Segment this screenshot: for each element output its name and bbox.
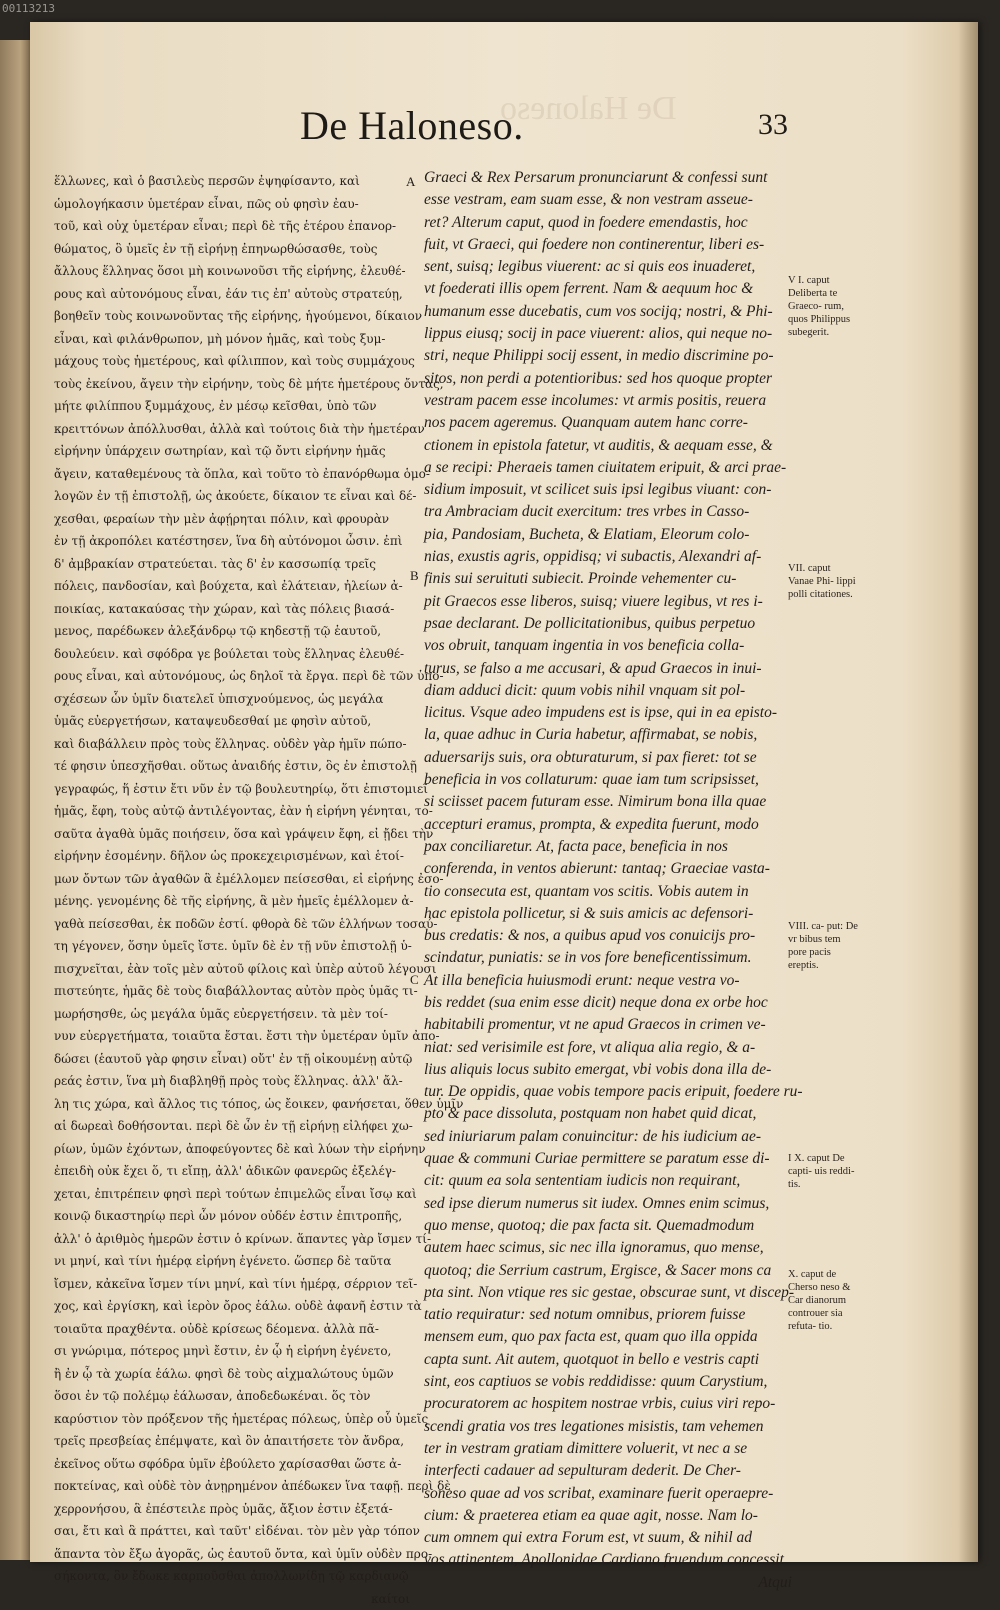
latin-text-line: capta sunt. Ait autem, quotquot in bello e vestris capti bbox=[424, 1349, 792, 1371]
greek-text-line: ποικίας, κατακαύσας τὴν χώραν, καὶ τὰς πόλεις βιασά- bbox=[54, 598, 410, 621]
greek-text-line: μενος, παρέδωκεν ἀλεξάνδρῳ τῷ κηδεστῇ τῷ ἑαυτοῦ, bbox=[54, 620, 410, 643]
running-head: De Halonesο. bbox=[300, 102, 524, 149]
latin-text-line: scindatur, puniatis: se in vos fore beneficentissimum. bbox=[424, 947, 792, 969]
latin-text-line: At illa beneficia huiusmodi erunt: neque vestra vo- bbox=[424, 970, 792, 992]
latin-text-line: cium: & praeterea etiam ea quae agit, nosse. Nam lo- bbox=[424, 1505, 792, 1527]
latin-text-line: vos obruit, tanquam ingentia in vos beneficia colla- bbox=[424, 635, 792, 657]
latin-text-line: mensem eum, quo pax facta est, quam quo illa oppida bbox=[424, 1326, 792, 1348]
latin-text-line: scendi gratia vos tres legationes misistis, tam vehemen bbox=[424, 1416, 792, 1438]
latin-text-line: bis reddet (sua enim esse dicit) neque dona ex orbe hoc bbox=[424, 992, 792, 1014]
greek-text-line: χος, καὶ ἐργίσκη, καὶ ἱερὸν ὄρος ἑάλω. οὐδὲ ἀφανῆ ἐστιν τὰ bbox=[54, 1295, 410, 1318]
latin-text-line: vestram pacem esse incolumes: vt armis positis, reuera bbox=[424, 390, 792, 412]
latin-text-line: accepturi eramus, prompta, & expedita fuerunt, modo bbox=[424, 814, 792, 836]
section-mark-b: B bbox=[410, 568, 419, 584]
greek-text-line: αἱ δωρεαὶ δοθήσονται. περὶ δὲ ὧν ἐν τῇ εἰρήνῃ εἰλήφει χω- bbox=[54, 1115, 410, 1138]
latin-column bbox=[424, 167, 792, 1594]
latin-text-line: nias, exustis agris, oppidisq; vi subactis, Alexandri af- bbox=[424, 546, 792, 568]
greek-text-line: δουλεύειν. καὶ σφόδρα γε βούλεται τοὺς ἕλληνας ἐλευθέ- bbox=[54, 643, 410, 666]
greek-text-line: νυν εὐεργετήματα, τοιαῦτα ἔσται. ἔστι τὴν ὑμετέραν ὑμῖν ἀπο- bbox=[54, 1025, 410, 1048]
latin-text-line: vt foederati illis opem ferrent. Nam & aequum hoc & bbox=[424, 278, 792, 300]
greek-text-line: ἡμᾶς, ἔφη, τοὺς αὐτῷ ἀντιλέγοντας, ἐὰν ἡ εἰρήνη γένηται, το- bbox=[54, 800, 410, 823]
latin-text-line: habitabili promentur, vt ne apud Graecos in crimen ve- bbox=[424, 1014, 792, 1036]
greek-text-line: σαῦτα ἀγαθὰ ὑμᾶς ποιήσειν, ὅσα καὶ γράψειν ἔφη, εἰ ᾔδει τὴν bbox=[54, 823, 410, 846]
latin-text-line: lius aliquis locus subito emergat, vbi vobis dona illa de- bbox=[424, 1059, 792, 1081]
greek-text-line: γαθὰ πείσεσθαι, ἐκ ποδῶν ἐστί. φθορὰ δὲ τῶν ἑλλήνων τοσαύ- bbox=[54, 913, 410, 936]
latin-text-line: pit Graecos esse liberos, suisq; viuere legibus, vt res i- bbox=[424, 591, 792, 613]
latin-text-line: sitos, non perdi a potentioribus: sed hos quoque propter bbox=[424, 368, 792, 390]
latin-text-line: autem haec scimus, sic nec illa ignoramus, quo mense, bbox=[424, 1237, 792, 1259]
latin-text-line: diam adduci dicit: quum vobis nihil vnquam sit pol- bbox=[424, 680, 792, 702]
greek-text-line: καρύστιον τὸν πρόξενον τῆς ἡμετέρας πόλεως, ὑπὲρ οὗ ὑμεῖς bbox=[54, 1408, 410, 1431]
greek-text-line: σι γνώριμα, πότερος μηνὶ ἔστιν, ἐν ᾧ ἡ εἰρήνη ἐγένετο, bbox=[54, 1340, 410, 1363]
greek-text-line: κοινῷ δικαστηρίῳ περὶ ὧν μόνον οὐδέν ἐστιν ἐπιτροπῆς, bbox=[54, 1205, 410, 1228]
greek-text-line: ἐπειδὴ οὐκ ἔχει ὅ, τι εἴπῃ, ἀλλ' ἀδικῶν φανερῶς ἐξελέγ- bbox=[54, 1160, 410, 1183]
greek-text-line: τη γέγονεν, ὅσην ὑμεῖς ἴστε. ὑμῖν δὲ ἐν τῇ νῦν ἐπιστολῇ ὑ- bbox=[54, 935, 410, 958]
greek-text-line: μων ὄντων τῶν ἀγαθῶν ἃ ἐμέλλομεν πείσεσθαι, εἰ εἰρήνης ἐσο- bbox=[54, 868, 410, 891]
greek-text-line: θώματος, ὃ ὑμεῖς ἐν τῇ εἰρήνῃ ἐπηνωρθώσασθε, τοὺς bbox=[54, 238, 410, 261]
margin-note-caput-ix: I X. caput De capti- uis reddi- tis. bbox=[788, 1152, 858, 1191]
page-edge-shadow bbox=[958, 22, 978, 1562]
latin-text-line: ret? Alterum caput, quod in foedere emendastis, hoc bbox=[424, 212, 792, 234]
latin-text-line: ter in vestram gratiam dimittere voluerit, vt nec a se bbox=[424, 1438, 792, 1460]
latin-text-line: a se recipi: Pheraeis tamen ciuitatem eripuit, & arci prae- bbox=[424, 457, 792, 479]
greek-text-line: σήκοντα, ὃν ἔδωκε καρποῦσθαι ἀπολλωνίδῃ τῷ καρδιανῷ bbox=[54, 1565, 410, 1588]
latin-text-line: tio consecuta est, quantam vos scitis. Vobis autem in bbox=[424, 881, 792, 903]
latin-text-line: procuratorem ac hospitem nostrae vrbis, cuius viri repo- bbox=[424, 1393, 792, 1415]
latin-text-line: pia, Pandosiam, Bucheta, & Elatiam, Eleorum colo- bbox=[424, 524, 792, 546]
latin-text-line: hac epistola pollicetur, si & suis amicis ac defensori- bbox=[424, 903, 792, 925]
latin-text-line: tra Ambraciam ducit exercitum: tres vrbes in Casso- bbox=[424, 501, 792, 523]
margin-note-caput-viii: VIII. ca- put: De vr bibus tem pore pacis ereptis. bbox=[788, 920, 858, 972]
latin-text-line: interfecti cadauer ad sepulturam dederit. De Cher- bbox=[424, 1460, 792, 1482]
greek-text-line: ἄλλους ἕλληνας ὅσοι μὴ κοινωνοῦσι τῆς εἰρήνης, ἐλευθέ- bbox=[54, 260, 410, 283]
latin-text-line: sidium imposuit, vt scilicet suis ipsi legibus viuant: con- bbox=[424, 479, 792, 501]
greek-text-line: δ' ἀμβρακίαν στρατεύεται. τὰς δ' ἐν κασσωπίᾳ τρεῖς bbox=[54, 553, 410, 576]
greek-text-line: ἴσμεν, κἀκεῖνα ἴσμεν τίνι μηνί, καὶ τίνι ἡμέρᾳ, σέρριον τεῖ- bbox=[54, 1273, 410, 1296]
latin-text-line: pta sint. Non vtique res sic gestae, obscurae sunt, vt discep- bbox=[424, 1282, 792, 1304]
latin-text-line: turus, se falso a me accusari, & apud Graecos in inui- bbox=[424, 658, 792, 680]
greek-text-line: ἐκεῖνος οὕτω σφόδρα ὑμῖν ἐβούλετο χαρίσασθαι ὥστε ἀ- bbox=[54, 1453, 410, 1476]
greek-text-line: νι μηνί, καὶ τίνι ἡμέρᾳ εἰρήνη ἐγένετο. ὥσπερ δὲ ταῦτα bbox=[54, 1250, 410, 1273]
latin-text-line: quotoq; die Serrium castrum, Ergisce, & Sacer mons ca bbox=[424, 1260, 792, 1282]
latin-text-line: quo mense, quotoq; die pax facta sit. Quemadmodum bbox=[424, 1215, 792, 1237]
latin-text-line: sed ipse dierum numerus sit iudex. Omnes enim scimus, bbox=[424, 1193, 792, 1215]
greek-text-line: τοιαῦτα πραχθέντα. οὐδὲ κρίσεως δέομενα. ἀλλὰ πᾶ- bbox=[54, 1318, 410, 1341]
greek-text-line: εἰρήνην ἐσομένην. δῆλον ὡς προκεχειρισμένων, καὶ ἑτοί- bbox=[54, 845, 410, 868]
latin-text-line: pto & pace dissoluta, postquam non habet quid dicat, bbox=[424, 1103, 792, 1125]
latin-text-line: nos pacem ageremus. Quanquam autem hanc corre- bbox=[424, 412, 792, 434]
greek-text-line: ἅπαντα τὸν ἔξω ἀγορᾶς, ὡς ἑαυτοῦ ὄντα, καὶ ὑμῖν οὐδὲν προ- bbox=[54, 1543, 410, 1566]
latin-text-line: aduersarijs suis, ora obturaturum, si pax fieret: tot se bbox=[424, 747, 792, 769]
greek-text-line: μάχους τοὺς ἡμετέρους, καὶ φίλιππον, καὶ τοὺς συμμάχους bbox=[54, 350, 410, 373]
greek-text-line: ρους καὶ αὐτονόμους εἶναι, ἐάν τις ἐπ' αὐτοὺς στρατεύῃ, bbox=[54, 283, 410, 306]
latin-text-line: sed iniuriarum palam conuincitur: de his iudicium ae- bbox=[424, 1126, 792, 1148]
greek-column bbox=[54, 170, 410, 1610]
greek-text-line: ὑμᾶς εὐεργετήσων, καταψευδεσθαί με φησὶν αὐτοῦ, bbox=[54, 710, 410, 733]
greek-text-line: κρειττόνων ἀπόλλυσθαι, ἀλλὰ καὶ τούτοις διὰ τὴν ἡμετέραν bbox=[54, 418, 410, 441]
greek-text-line: λη τις χώρα, καὶ ἄλλος τις τόπος, ὡς ἔοικεν, φανήσεται, ὅθεν ὑμῖν bbox=[54, 1093, 410, 1116]
greek-text-line: σχέσεων ὧν ὑμῖν διατελεῖ ὑπισχνούμενος, ὡς μεγάλα bbox=[54, 688, 410, 711]
latin-text-line: la, quae adhuc in Curia habetur, affirmabat, se nobis, bbox=[424, 724, 792, 746]
latin-text-line: vos attinentem, Apollonidae Cardiano fruendum concessit. bbox=[424, 1549, 792, 1571]
latin-text-line: tur. De oppidis, quae vobis tempore pacis eripuit, foedere ru- bbox=[424, 1081, 792, 1103]
greek-text-line: χεσθαι, φεραίων τὴν μὲν ἀφῄρηται πόλιν, καὶ φρουρὰν bbox=[54, 508, 410, 531]
greek-text-line: ἕλλωνες, καὶ ὁ βασιλεὺς περσῶν ἐψηφίσαντο, καὶ bbox=[54, 170, 410, 193]
greek-text-line: τοὺς ἐκείνου, ἄγειν τὴν εἰρήνην, τοὺς δὲ μήτε ἡμετέρους ὄντας, bbox=[54, 373, 410, 396]
greek-text-line: μήτε φιλίππου ξυμμάχους, ἐν μέσῳ κεῖσθαι, ὑπὸ τῶν bbox=[54, 395, 410, 418]
margin-note-caput-vii: VII. caput Vanae Phi- lippi polli citationes. bbox=[788, 562, 858, 601]
latin-text-line: bus credatis: & nos, a quibus apud vos conuicijs pro- bbox=[424, 925, 792, 947]
greek-text-line: ἐν τῇ ἀκροπόλει κατέστησεν, ἵνα δὴ αὐτόνομοι ὦσιν. ἐπὶ bbox=[54, 530, 410, 553]
greek-text-line: τοῦ, καὶ οὐχ ὑμετέραν εἶναι; περὶ δὲ τῆς ἑτέρου ἐπανορ- bbox=[54, 215, 410, 238]
greek-text-line: χεται, ἐπιτρέπειν φησὶ περὶ τούτων ἐπιμελῶς εἶναι ἴσῳ καὶ bbox=[54, 1183, 410, 1206]
latin-text-line: cum omnem qui extra Forum est, vt suum, & nihil ad bbox=[424, 1527, 792, 1549]
greek-text-line: τέ φησιν ὑπεσχῆσθαι. οὕτως ἀναιδής ἐστιν, ὃς ἐν ἐπιστολῇ bbox=[54, 755, 410, 778]
latin-text-line: quae & communi Curiae permittere se paratum esse di- bbox=[424, 1148, 792, 1170]
greek-text-line: εἶναι, καὶ φιλάνθρωπον, μὴ μόνον ἡμᾶς, καὶ τοὺς ξυμ- bbox=[54, 328, 410, 351]
greek-text-line: ὅσοι ἐν τῷ πολέμῳ ἑάλωσαν, ἀποδεδωκέναι. ὅς τὸν bbox=[54, 1385, 410, 1408]
greek-text-line: χερρονήσου, ἃ ἐπέστειλε πρὸς ὑμᾶς, ἄξιον ἐστιν ἐξετά- bbox=[54, 1498, 410, 1521]
latin-text-line: niat: sed verisimile est fore, vt aliqua alia regio, & a- bbox=[424, 1037, 792, 1059]
greek-text-line: βοηθεῖν τοὺς κοινωνοῦντας τῆς εἰρήνης, ἡγούμενοι, δίκαιον bbox=[54, 305, 410, 328]
latin-text-line: si sciisset pacem futuram esse. Nimirum bona illa quae bbox=[424, 791, 792, 813]
greek-text-line: ἄγειν, καταθεμένους τὰ ὅπλα, καὶ τοῦτο τὸ ἐπανόρθωμα ὁμο- bbox=[54, 463, 410, 486]
latin-text-line: psae declarant. De pollicitationibus, quibus perpetuo bbox=[424, 613, 792, 635]
bleed-through-heading: De Halonesο bbox=[500, 90, 677, 128]
latin-text-line: beneficia in vos collaturum: quae iam tum scripsisset, bbox=[424, 769, 792, 791]
greek-text-line: ποκτείνας, καὶ οὐδὲ τὸν ἀνῃρημένον ἀπέδωκεν ἵνα ταφῇ. περὶ δὲ bbox=[54, 1475, 410, 1498]
folio-number: 33 bbox=[758, 108, 788, 142]
latin-text-line: conferenda, in ventos abierunt: tantaq; Graeciae vasta- bbox=[424, 858, 792, 880]
greek-text-line: λογῶν ἐν τῇ ἐπιστολῇ, ὡς ἀκούετε, δίκαιον τε εἶναι καὶ δέ- bbox=[54, 485, 410, 508]
greek-text-line: εἰρήνην ὑπάρχειν σωτηρίαν, καὶ τῷ ὄντι εἰρήνην ἡμᾶς bbox=[54, 440, 410, 463]
greek-text-line: δώσει (ἑαυτοῦ γὰρ φησιν εἶναι) οὔτ' ἐν τῇ οἰκουμένῃ αὐτῷ bbox=[54, 1048, 410, 1071]
greek-text-line: ρίων, ὑμῶν ἐχόντων, ἀποφεύγοντες δὲ καὶ λύων τὴν εἰρήνην bbox=[54, 1138, 410, 1161]
latin-text-line: lippus eiusq; socij in pace viuerent: alios, qui neque no- bbox=[424, 323, 792, 345]
latin-text-line: Atqui bbox=[424, 1572, 792, 1594]
greek-text-line: σαι, ἔτι καὶ ἃ πράττει, καὶ ταῦτ' εἰδέναι. τὸν μὲν γὰρ τόπον bbox=[54, 1520, 410, 1543]
latin-text-line: humanum esse ducebatis, cum vos socijq; nostri, & Phi- bbox=[424, 301, 792, 323]
latin-text-line: cit: quum ea sola sententiam iudicis non requirant, bbox=[424, 1170, 792, 1192]
greek-text-line: γεγραφώς, ἥ ἐστιν ἔτι νῦν ἐν τῷ βουλευτηρίῳ, ὅτι ἐπιστομιεῖ bbox=[54, 778, 410, 801]
section-mark-a: A bbox=[406, 174, 415, 190]
latin-text-line: Graeci & Rex Persarum pronunciarunt & confessi sunt bbox=[424, 167, 792, 189]
latin-text-line: pax conciliaretur. At, facta pace, beneficia in nos bbox=[424, 836, 792, 858]
latin-text-line: sint, eos captiuos se vobis reddidisse: quum Carystium, bbox=[424, 1371, 792, 1393]
greek-text-line: πισχνεῖται, ἐὰν τοῖς μὲν αὐτοῦ φίλοις καὶ ὑπὲρ αὐτοῦ λέγουσι bbox=[54, 958, 410, 981]
latin-text-line: fuit, vt Graeci, qui foedere non continerentur, liberi es- bbox=[424, 234, 792, 256]
archive-id: 00113213 bbox=[2, 2, 55, 15]
greek-text-line: πιστεύητε, ἡμᾶς δὲ τοὺς διαβάλλοντας αὐτὸν πρὸς ὑμᾶς τι- bbox=[54, 980, 410, 1003]
latin-text-line: ctionem in epistola fatetur, vt auditis, & aequam esse, & bbox=[424, 435, 792, 457]
greek-text-line: ἀλλ' ὁ ἀριθμὸς ἡμερῶν ἐστιν ὁ κρίνων. ἅπαντες γὰρ ἴσμεν τί- bbox=[54, 1228, 410, 1251]
greek-text-line: ρους εἶναι, καὶ αὐτονόμους, ὡς δηλοῖ τὰ ἔργα. περὶ δὲ τῶν ὑπο- bbox=[54, 665, 410, 688]
latin-text-line: licitus. Vsque adeo impudens est is ipse, qui in ea episto- bbox=[424, 702, 792, 724]
greek-text-line: μένης. γενομένης δὲ τῆς εἰρήνης, ἃ μὲν ἡμεῖς ἐμέλλομεν ἀ- bbox=[54, 890, 410, 913]
previous-page-edge bbox=[0, 40, 34, 1560]
greek-text-line: τρεῖς πρεσβείας ἐπέμψατε, καὶ ὃν ἀπαιτήσετε τὸν ἄνδρα, bbox=[54, 1430, 410, 1453]
greek-text-line: καὶ διαβάλλειν πρὸς τοὺς ἕλληνας. οὐδὲν γὰρ ἡμῖν πώπο- bbox=[54, 733, 410, 756]
latin-text-line: soneso quae ad vos scribat, examinare fuerit operaepre- bbox=[424, 1483, 792, 1505]
greek-text-line: πόλεις, πανδοσίαν, καὶ βούχετα, καὶ ἐλάτειαν, ἠλείων ἀ- bbox=[54, 575, 410, 598]
latin-text-line: esse vestram, eam suam esse, & non vestram asseue- bbox=[424, 189, 792, 211]
margin-note-caput-x: X. caput de Cherso neso & Car dianorum controuer sia refuta- tio. bbox=[788, 1268, 858, 1333]
greek-text-line: μωρήσησθε, ὡς μεγάλα ὑμᾶς εὐεργετήσειν. τὰ μὲν τοί- bbox=[54, 1003, 410, 1026]
greek-text-line: ὡμολογήκασιν ὑμετέραν εἶναι, πῶς οὐ φησὶν ἐαυ- bbox=[54, 193, 410, 216]
greek-text-line: ρεάς ἐστιν, ἵνα μὴ διαβληθῇ πρὸς τοὺς ἕλληνας. ἀλλ' ἄλ- bbox=[54, 1070, 410, 1093]
latin-text-line: tatio requiratur: sed notum omnibus, priorem fuisse bbox=[424, 1304, 792, 1326]
latin-text-line: stri, neque Philippi socij essent, in medio discrimine po- bbox=[424, 345, 792, 367]
section-mark-c: C bbox=[410, 972, 419, 988]
greek-text-line: ἢ ἐν ᾧ τὰ χωρία ἑάλω. φησὶ δὲ τοὺς αἰχμαλώτους ὑμῶν bbox=[54, 1363, 410, 1386]
latin-text-line: sent, suisq; legibus viuerent: ac si quis eos inuaderet, bbox=[424, 256, 792, 278]
latin-text-line: finis sui seruituti subiecit. Proinde vehementer cu- bbox=[424, 568, 792, 590]
book-page bbox=[30, 22, 978, 1562]
margin-note-caput-vi: V I. caput Deliberta te Graeco- rum, quos Philippus subegerit. bbox=[788, 274, 858, 339]
greek-text-line: καίτοι bbox=[54, 1588, 410, 1610]
